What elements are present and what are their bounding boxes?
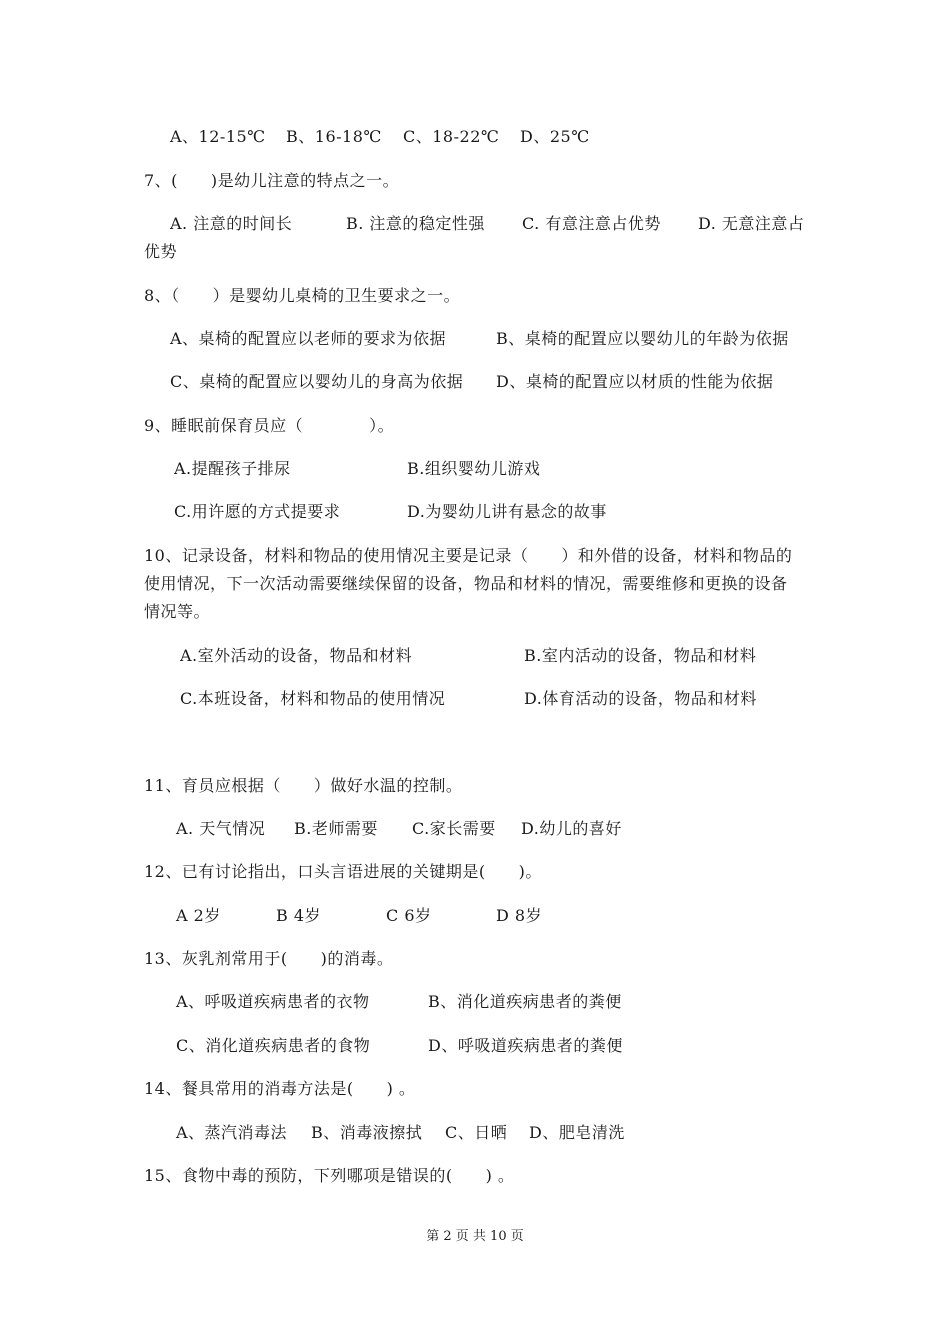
q12-option-a: A 2岁 (176, 906, 221, 925)
q14-option-c: C、日晒 (445, 1123, 508, 1142)
q7-option-b: B. 注意的稳定性强 (346, 214, 485, 233)
q7-option-d: D. 无意注意占 (698, 214, 805, 233)
q7-stem: 7、( )是幼儿注意的特点之一。 (144, 171, 400, 190)
q11-option-a: A. 天气情况 (176, 819, 266, 838)
q7-option-d-wrap: 优势 (144, 242, 178, 261)
q11-stem: 11、育员应根据（ ）做好水温的控制。 (144, 776, 463, 795)
q9-option-c: C.用许愿的方式提要求 (174, 502, 341, 521)
q9-option-a: A.提醒孩子排尿 (174, 459, 291, 478)
q13-option-a: A、呼吸道疾病患者的衣物 (176, 992, 370, 1011)
q10-option-d: D.体育活动的设备，物品和材料 (524, 689, 757, 708)
q10-stem-line-1: 10、记录设备，材料和物品的使用情况主要是记录（ ）和外借的设备，材料和物品的 (144, 546, 793, 565)
q12-option-c: C 6岁 (386, 906, 432, 925)
q6-option-d: D、25℃ (520, 127, 590, 146)
q14-option-b: B、消毒液擦拭 (311, 1123, 423, 1142)
q9-stem: 9、睡眠前保育员应（ ）。 (144, 416, 395, 435)
q8-option-c: C、桌椅的配置应以婴幼儿的身高为依据 (170, 372, 464, 391)
q14-option-d: D、肥皂清洗 (529, 1123, 625, 1142)
q8-option-a: A、桌椅的配置应以老师的要求为依据 (170, 329, 447, 348)
q6-option-b: B、16-18℃ (286, 127, 382, 146)
q15-stem: 15、食物中毒的预防，下列哪项是错误的( ) 。 (144, 1166, 515, 1185)
q9-option-b: B.组织婴幼儿游戏 (407, 459, 541, 478)
page-number-footer: 第 2 页 共 10 页 (426, 1229, 524, 1244)
q10-option-a: A.室外活动的设备，物品和材料 (180, 646, 413, 665)
q12-option-b: B 4岁 (276, 906, 322, 925)
q11-option-d: D.幼儿的喜好 (521, 819, 622, 838)
q10-stem-line-3: 情况等。 (144, 602, 211, 621)
q9-option-d: D.为婴幼儿讲有悬念的故事 (407, 502, 607, 521)
q8-stem: 8、（ ）是婴幼儿桌椅的卫生要求之一。 (144, 286, 461, 305)
q7-option-a: A. 注意的时间长 (170, 214, 293, 233)
q11-option-c: C.家长需要 (412, 819, 496, 838)
q13-option-d: D、呼吸道疾病患者的粪便 (428, 1036, 623, 1055)
q14-option-a: A、蒸汽消毒法 (176, 1123, 288, 1142)
q8-option-d: D、桌椅的配置应以材质的性能为依据 (496, 372, 774, 391)
q10-option-c: C.本班设备，材料和物品的使用情况 (180, 689, 446, 708)
q14-stem: 14、餐具常用的消毒方法是( ) 。 (144, 1079, 416, 1098)
q13-option-c: C、消化道疾病患者的食物 (176, 1036, 371, 1055)
q12-stem: 12、已有讨论指出，口头言语进展的关键期是( )。 (144, 862, 542, 881)
q11-option-b: B.老师需要 (294, 819, 378, 838)
q6-option-a: A、12-15℃ (170, 127, 266, 146)
q12-option-d: D 8岁 (496, 906, 543, 925)
q7-option-c: C. 有意注意占优势 (522, 214, 661, 233)
q10-stem-line-2: 使用情况，下一次活动需要继续保留的设备，物品和材料的情况，需要维修和更换的设备 (144, 574, 788, 593)
q6-option-c: C、18-22℃ (403, 127, 500, 146)
q10-option-b: B.室内活动的设备，物品和材料 (524, 646, 757, 665)
q8-option-b: B、桌椅的配置应以婴幼儿的年龄为依据 (496, 329, 789, 348)
q13-stem: 13、灰乳剂常用于( )的消毒。 (144, 949, 394, 968)
q13-option-b: B、消化道疾病患者的粪便 (428, 992, 622, 1011)
